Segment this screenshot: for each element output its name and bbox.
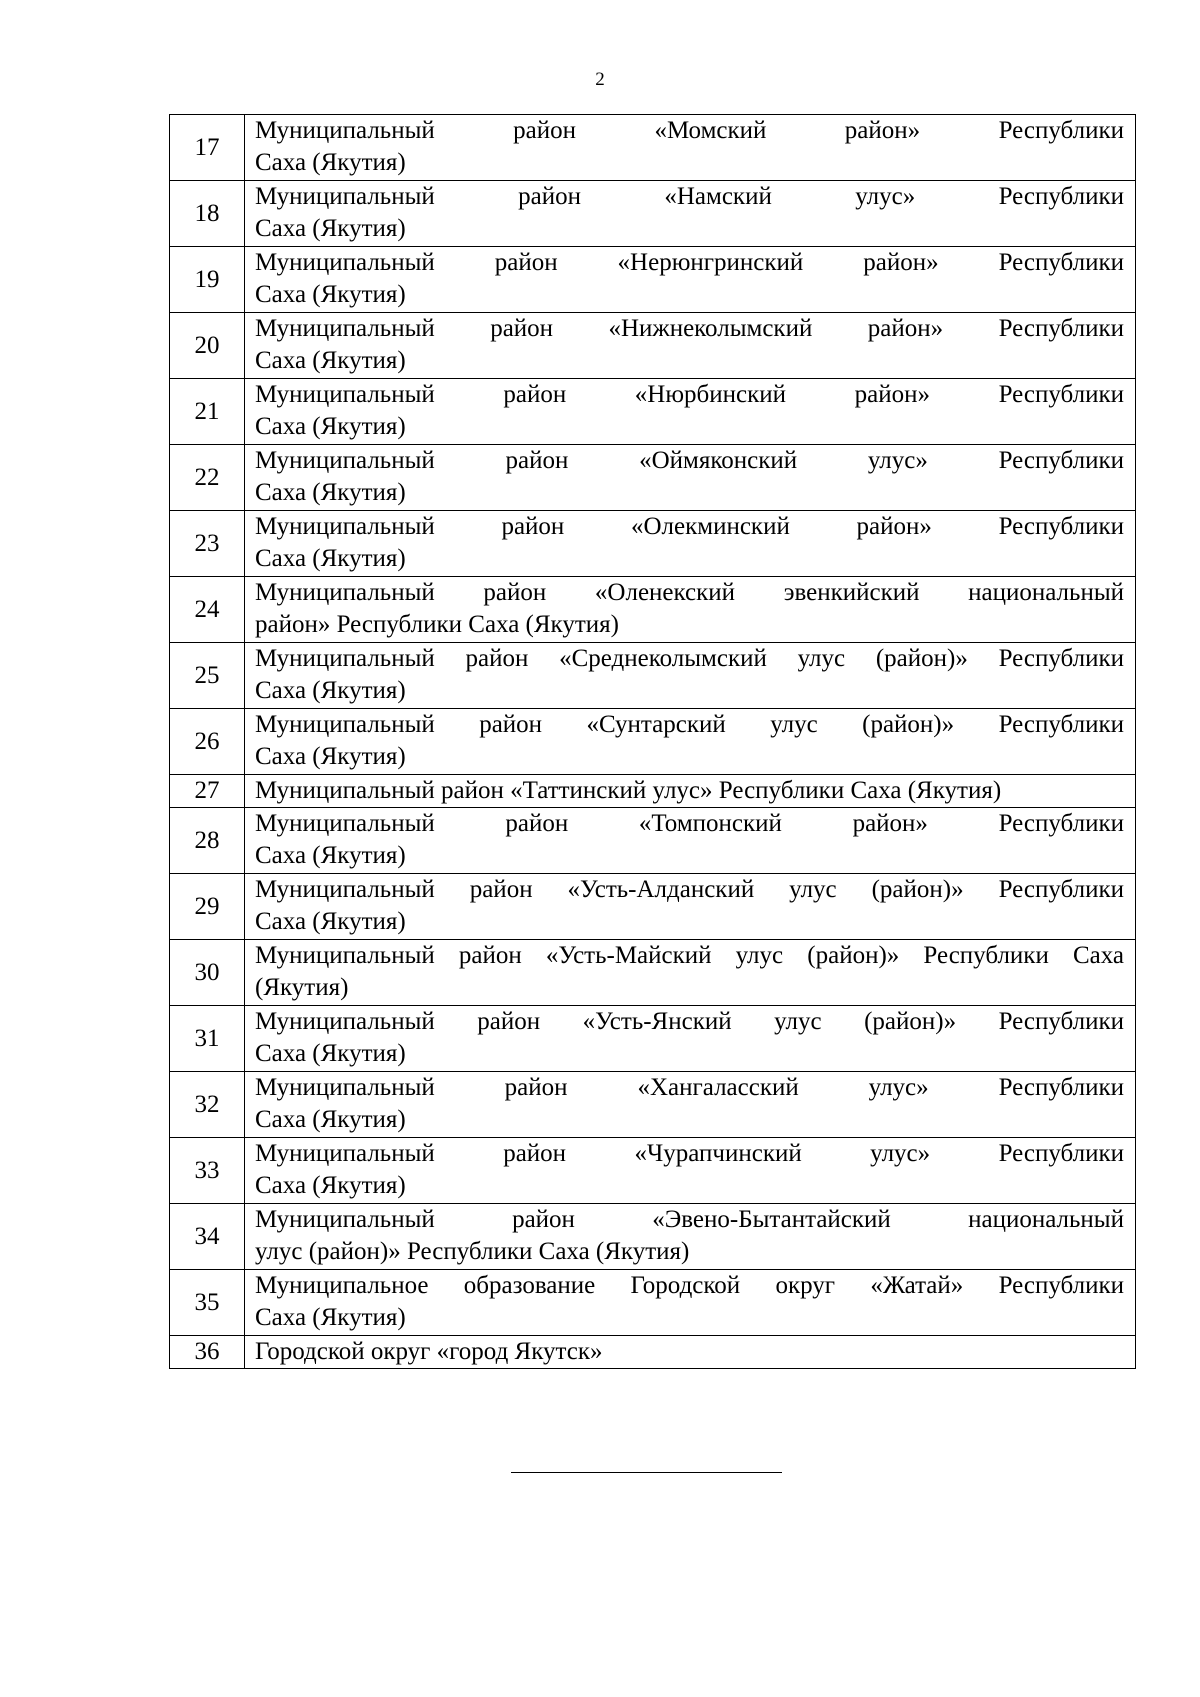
municipality-name-line: Муниципальный район «Таттинский улус» Республики Саха (Якутия) [255,777,1002,804]
table-row [170,1006,1136,1072]
municipality-name-line: (Якутия) [255,974,349,1001]
row-number: 17 [170,115,245,181]
municipality-name [245,181,1136,247]
municipality-name [245,313,1136,379]
table-row [170,874,1136,940]
municipality-name-line: Саха (Якутия) [255,908,406,935]
table-row [170,1072,1136,1138]
row-number: 22 [170,445,245,511]
municipality-name-line: Муниципальный район «Усть-Алданский улус (район)» Республики [255,876,1124,903]
municipality-name-line: Муниципальный район «Нижнеколымский район» Республики [255,315,1124,342]
municipality-name-line: Саха (Якутия) [255,413,406,440]
row-number: 20 [170,313,245,379]
municipality-name-line: Саха (Якутия) [255,215,406,242]
row-number: 18 [170,181,245,247]
municipality-name-line: Муниципальный район «Чурапчинский улус» Республики [255,1140,1124,1167]
municipality-name-line: Муниципальный район «Хангаласский улус» Республики [255,1074,1124,1101]
municipality-name-line: Саха (Якутия) [255,479,406,506]
row-number: 23 [170,511,245,577]
table-row [170,115,1136,181]
municipality-name-line: Муниципальный район «Оймяконский улус» Республики [255,447,1124,474]
row-number: 33 [170,1138,245,1204]
row-number: 21 [170,379,245,445]
row-number: 34 [170,1204,245,1270]
row-number: 24 [170,577,245,643]
municipality-name-line: Городской округ «город Якутск» [255,1338,603,1365]
municipality-name [245,247,1136,313]
municipality-name [245,115,1136,181]
municipality-name-line: Саха (Якутия) [255,1172,406,1199]
table-row [170,808,1136,874]
municipality-name-line: Муниципальный район «Олекминский район» Республики [255,513,1124,540]
municipality-name-line: Саха (Якутия) [255,149,406,176]
municipality-name [245,1138,1136,1204]
table-row [170,1336,1136,1369]
row-number: 28 [170,808,245,874]
municipality-name-line: Муниципальный район «Томпонский район» Республики [255,810,1124,837]
table-row [170,247,1136,313]
table-row [170,775,1136,808]
municipality-name [245,775,1136,808]
municipality-name-line: Саха (Якутия) [255,545,406,572]
row-number: 29 [170,874,245,940]
table-row [170,313,1136,379]
row-number: 35 [170,1270,245,1336]
municipality-name [245,643,1136,709]
municipality-name-line: Муниципальный район «Намский улус» Республики [255,183,1124,210]
municipality-name [245,577,1136,643]
municipality-name-line: Муниципальный район «Момский район» Республики [255,117,1124,144]
table-row [170,1138,1136,1204]
municipality-name-line: Муниципальное образование Городской округ «Жатай» Республики [255,1272,1124,1299]
row-number: 32 [170,1072,245,1138]
municipality-name-line: Саха (Якутия) [255,1040,406,1067]
municipality-name-line: Саха (Якутия) [255,281,406,308]
page-number: 2 [595,69,605,90]
table-row [170,577,1136,643]
row-number: 36 [170,1336,245,1369]
municipality-name [245,874,1136,940]
table-row [170,511,1136,577]
municipality-name-line: Саха (Якутия) [255,1304,406,1331]
municipality-name-line: район» Республики Саха (Якутия) [255,611,619,638]
municipality-name-line: Саха (Якутия) [255,1106,406,1133]
table-row [170,643,1136,709]
row-number: 25 [170,643,245,709]
municipality-name-line: Саха (Якутия) [255,347,406,374]
row-number: 30 [170,940,245,1006]
row-number: 19 [170,247,245,313]
municipality-name [245,1270,1136,1336]
municipality-name [245,445,1136,511]
row-number: 31 [170,1006,245,1072]
table-row [170,940,1136,1006]
municipality-name [245,808,1136,874]
municipality-name [245,379,1136,445]
municipality-name-line: улус (район)» Республики Саха (Якутия) [255,1238,690,1265]
municipality-name-line: Муниципальный район «Оленекский эвенкийский национальный [255,579,1124,606]
row-number: 26 [170,709,245,775]
end-of-list-rule [511,1472,782,1473]
municipality-name-line: Муниципальный район «Эвено-Бытантайский национальный [255,1206,1124,1233]
table-row [170,709,1136,775]
table-row [170,181,1136,247]
municipality-name [245,1336,1136,1369]
municipality-name-line: Муниципальный район «Усть-Янский улус (район)» Республики [255,1008,1124,1035]
municipality-name [245,940,1136,1006]
municipality-name-line: Муниципальный район «Нерюнгринский район» Республики [255,249,1124,276]
table-row [170,1204,1136,1270]
municipality-name [245,1204,1136,1270]
municipality-name-line: Муниципальный район «Среднеколымский улус (район)» Республики [255,645,1124,672]
table-row [170,379,1136,445]
municipality-name-line: Муниципальный район «Усть-Майский улус (район)» Республики Саха [255,942,1124,969]
municipality-table-body [170,115,1136,1369]
table-row [170,445,1136,511]
row-number: 27 [170,775,245,808]
municipality-name [245,1006,1136,1072]
municipality-name [245,511,1136,577]
municipality-name [245,1072,1136,1138]
municipality-table [169,114,1136,1369]
municipality-name-line: Саха (Якутия) [255,677,406,704]
municipality-name-line: Саха (Якутия) [255,842,406,869]
municipality-name-line: Муниципальный район «Нюрбинский район» Республики [255,381,1124,408]
municipality-name-line: Муниципальный район «Сунтарский улус (район)» Республики [255,711,1124,738]
municipality-name [245,709,1136,775]
table-row [170,1270,1136,1336]
municipality-name-line: Саха (Якутия) [255,743,406,770]
